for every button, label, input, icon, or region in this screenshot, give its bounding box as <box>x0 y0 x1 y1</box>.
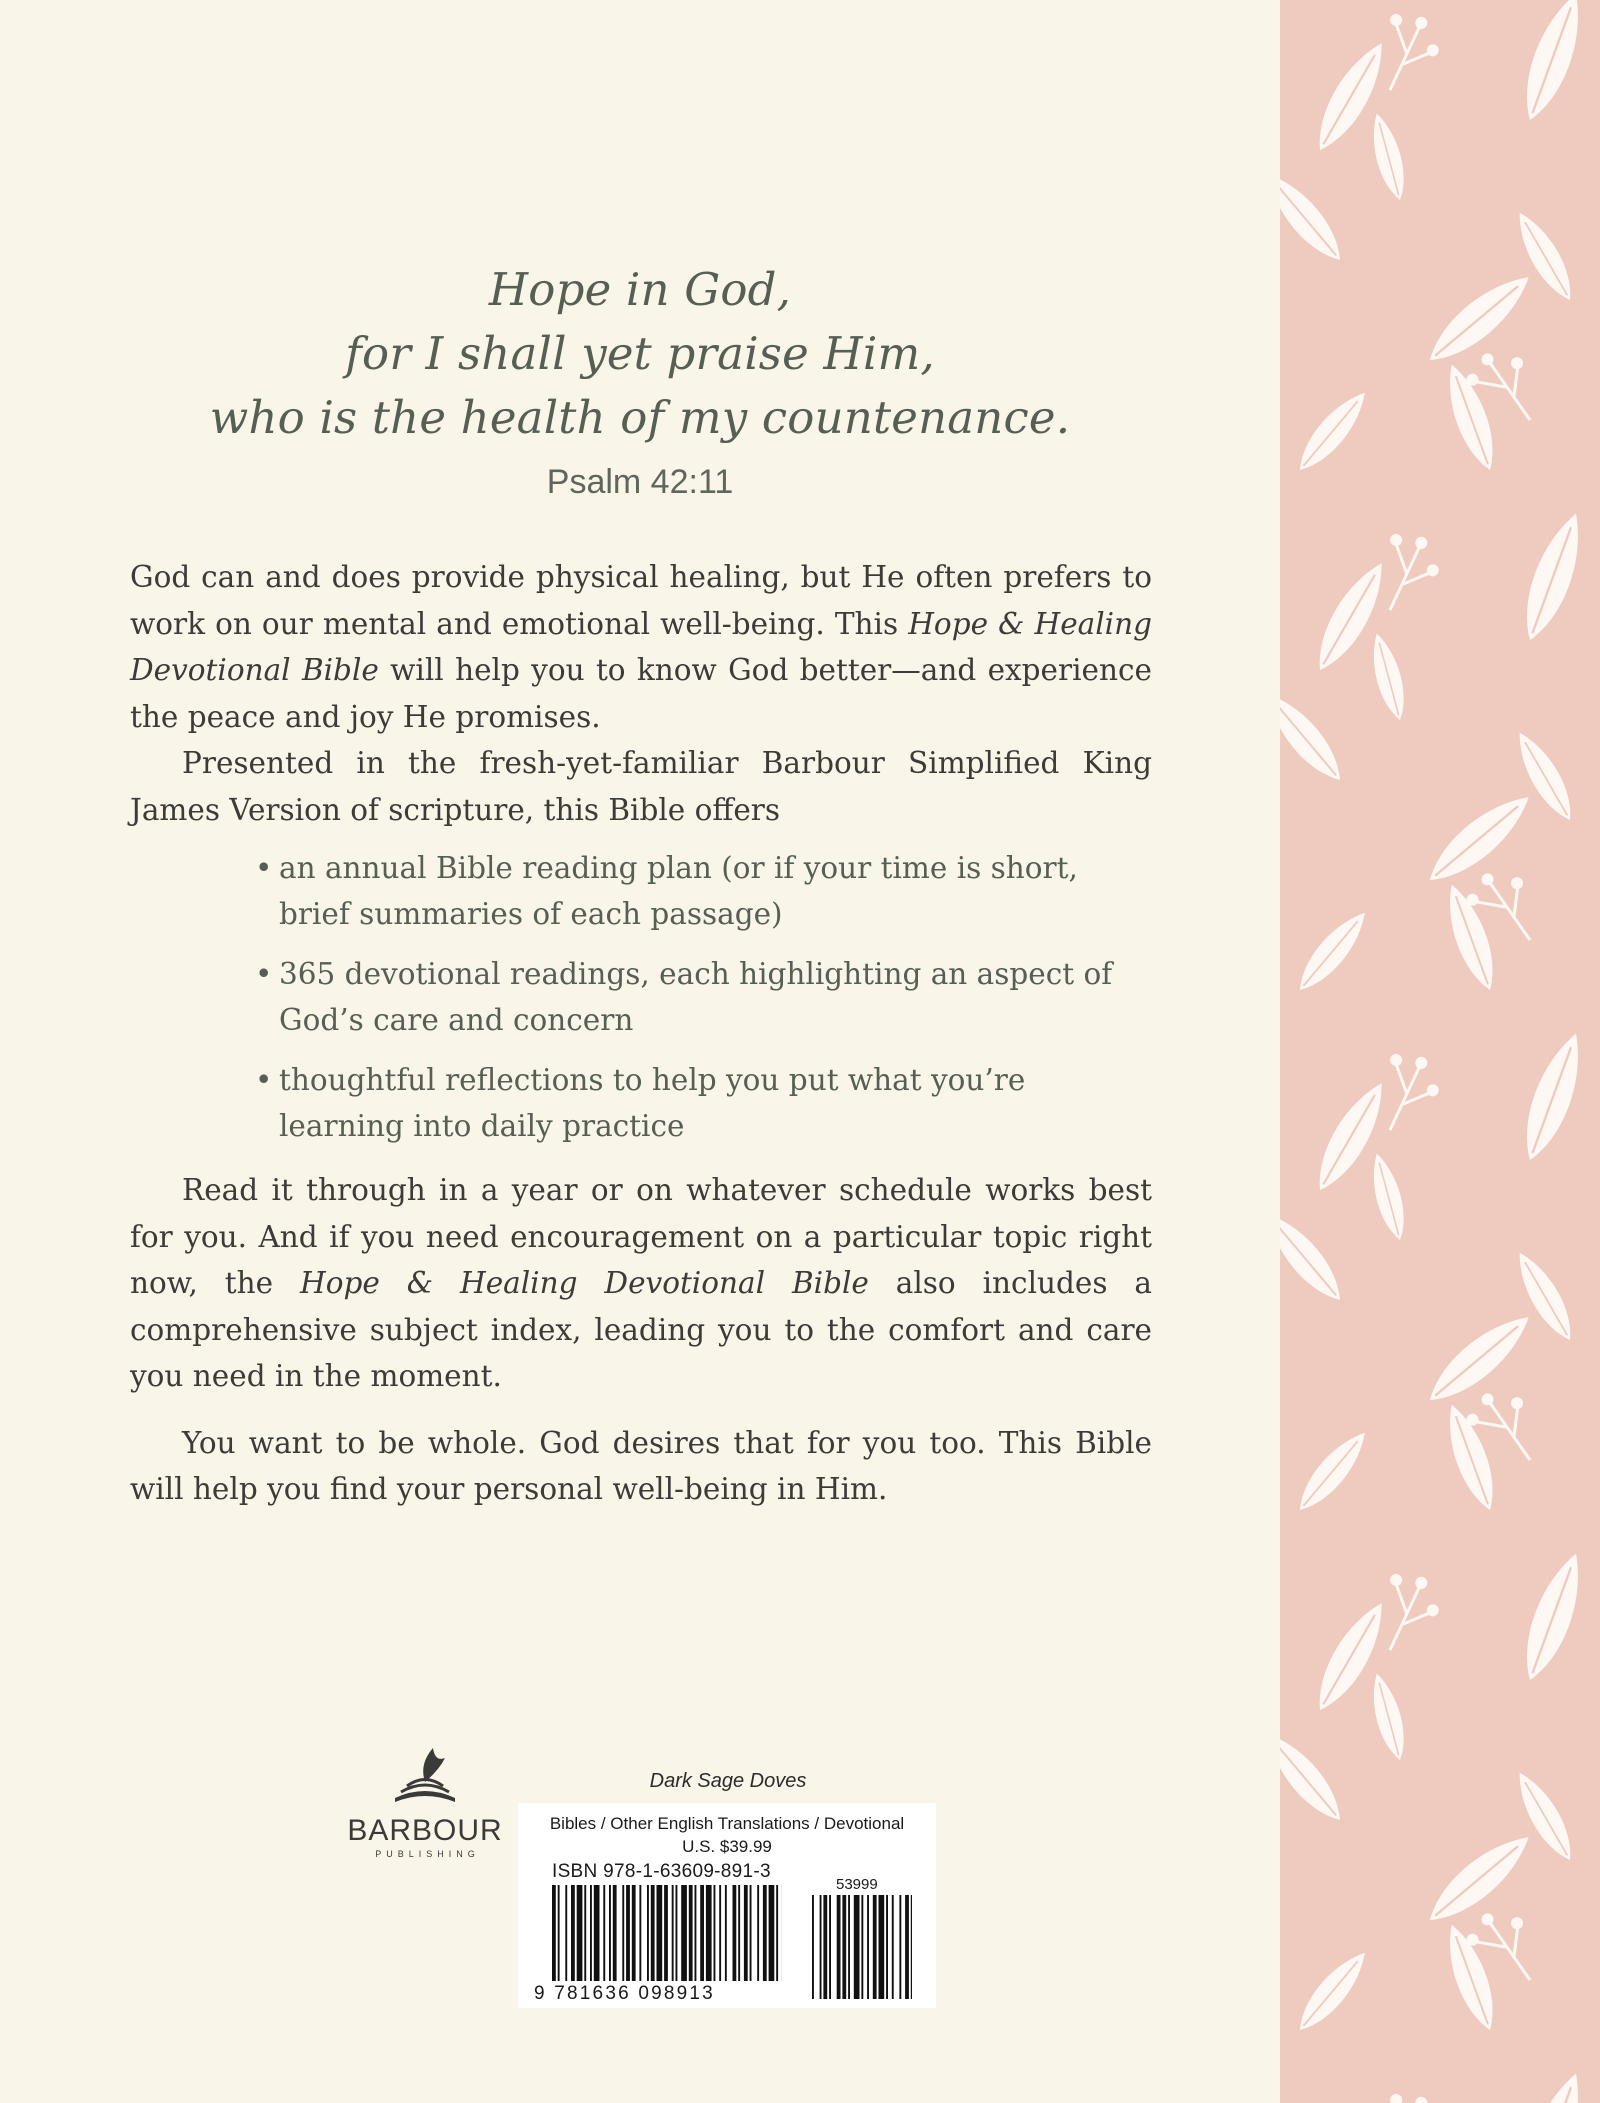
isbn-text: ISBN 978-1-63609-891-3 <box>552 1861 771 1882</box>
category-text: Bibles / Other English Translations / Devotional <box>549 1814 905 1833</box>
description-text <box>130 554 1152 1513</box>
intro-text-b: will help you to know God better—and experience the peace and joy He promises. <box>130 653 1152 734</box>
paragraph-intro <box>130 554 1152 740</box>
barcode-digits: 9 781636 098913 <box>534 1983 715 2004</box>
edition-label: Dark Sage Doves <box>649 1770 807 1792</box>
barcode-icon <box>518 1803 936 2008</box>
schedule-text-b: also includes a comprehensive subject index, leading you to the comfort and care you need in the moment. <box>130 1266 1152 1393</box>
verse-reference: Psalm 42:11 <box>546 463 734 501</box>
book-title: Hope & Healing Devotional Bible <box>300 1266 869 1300</box>
schedule-text-a: Read it through in a year or on whatever schedule works best for you. And if you need encouragement on a particular topic right now, the <box>130 1173 1152 1300</box>
publisher-logo <box>340 1740 510 1861</box>
verse-line-3: who is the health of my countenance. <box>209 391 1071 444</box>
paragraph-schedule <box>130 1167 1152 1400</box>
paragraph-offers: Presented in the fresh-yet-familiar Barbour Simplified King James Version of scripture, this Bible offers <box>130 746 1152 827</box>
publisher-subtitle: PUBLISHING <box>375 1849 480 1859</box>
paragraph-closing: You want to be whole. God desires that for you too. This Bible will help you find your personal well-being in Him. <box>130 1425 1152 1506</box>
verse-line-1: Hope in God, <box>488 263 792 316</box>
book-title: Hope & Healing Devotional Bible <box>130 606 1152 687</box>
price-text: U.S. $39.99 <box>682 1837 772 1856</box>
floral-pattern-panel <box>1280 0 1600 2103</box>
floral-illustration <box>1280 0 1600 2103</box>
feature-item: • an annual Bible reading plan (or if your time is short, brief summaries of each passage) <box>255 845 1152 937</box>
barcode-label <box>518 1803 936 2008</box>
book-bird-icon <box>385 1740 465 1810</box>
price-code-text: 53999 <box>836 1876 878 1893</box>
scripture-quote <box>130 258 1150 506</box>
feature-list <box>130 845 1152 1149</box>
publisher-name: BARBOUR <box>347 1814 503 1847</box>
verse-line-2: for I shall yet praise Him, <box>345 327 935 380</box>
feature-item: • 365 devotional readings, each highlighting an aspect of God’s care and concern <box>255 951 1152 1043</box>
feature-item: • thoughtful reflections to help you put what you’re learning into daily practice <box>255 1057 1152 1149</box>
intro-text-a: God can and does provide physical healing, but He often prefers to work on our mental and emotional well-being. This <box>130 560 1152 641</box>
